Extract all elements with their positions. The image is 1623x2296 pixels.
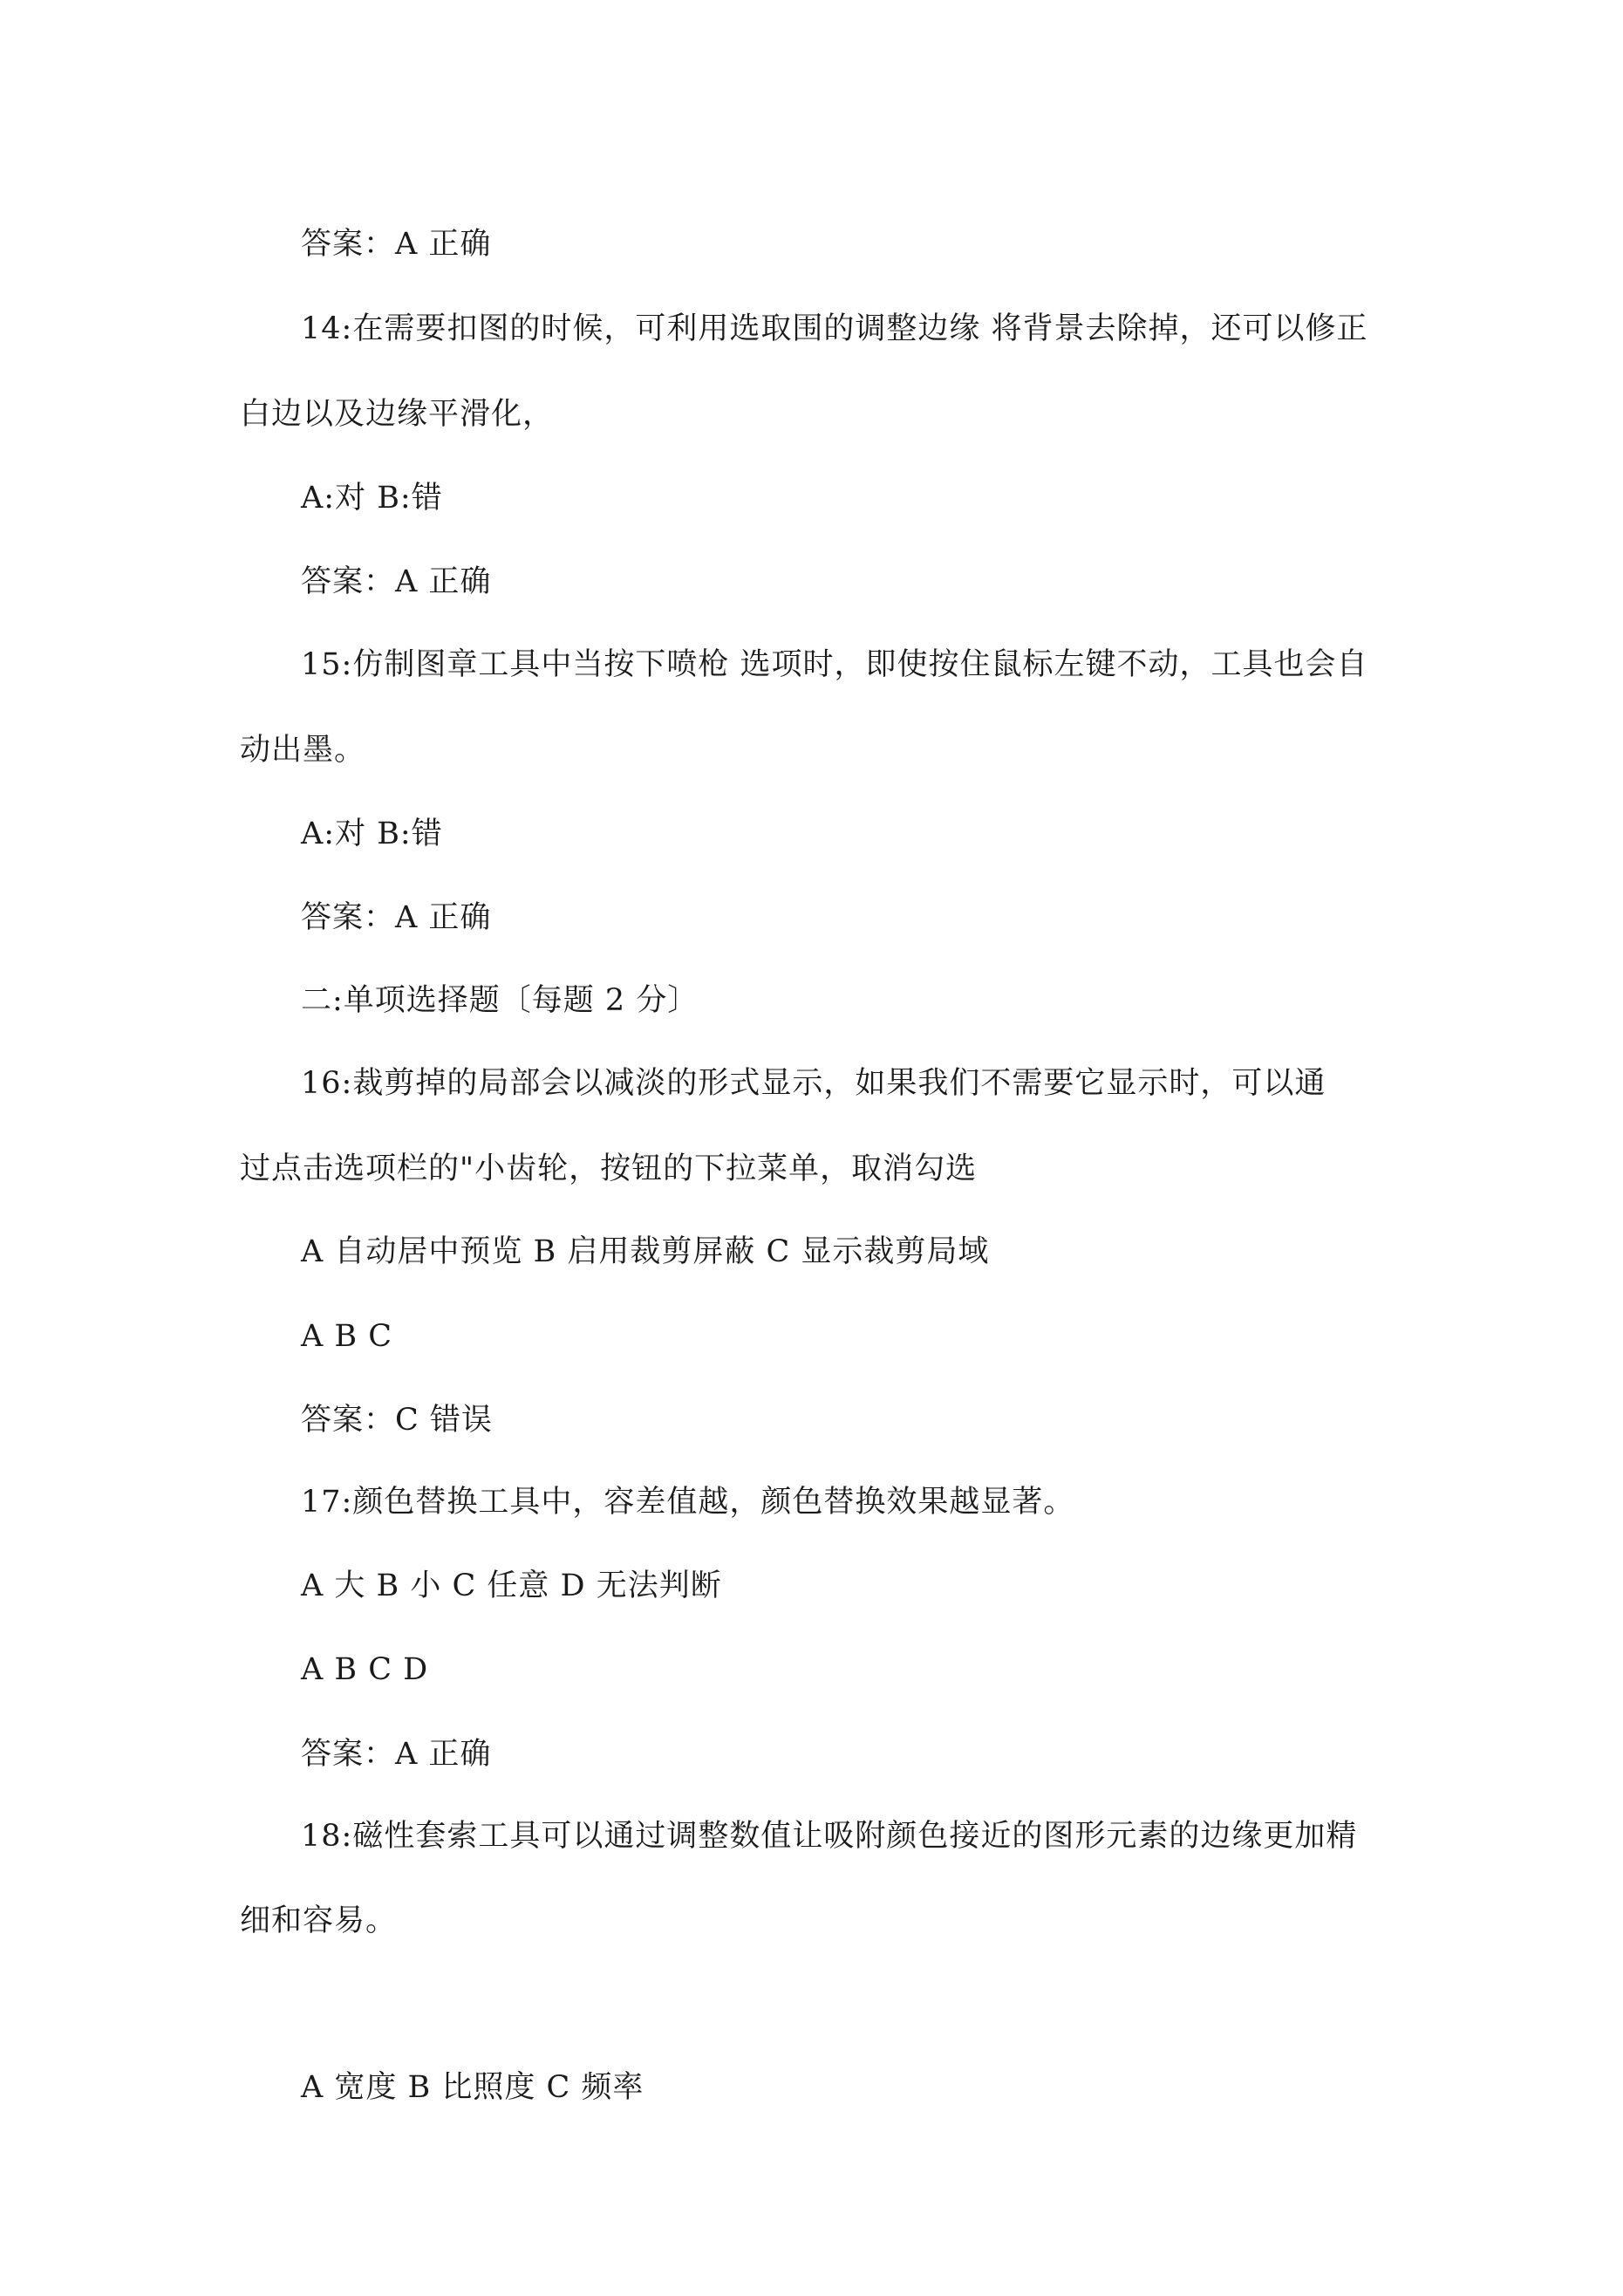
question-16-choice-letters: A B C: [301, 1319, 393, 1354]
question-17-options: A 大 B 小 C 任意 D 无法判断: [301, 1568, 722, 1603]
question-14-line-1: 14:在需要扣图的时候，可利用选取围的调整边缘 将背景去除掉，还可以修正: [301, 311, 1368, 346]
answer-15: 答案：A 正确: [301, 900, 492, 935]
answer-17: 答案：A 正确: [301, 1737, 492, 1772]
question-16-line-2: 过点击选项栏的"小齿轮，按钮的下拉菜单，取消勾选: [240, 1151, 978, 1186]
question-15-line-1: 15:仿制图章工具中当按下喷枪 选项时，即使按住鼠标左键不动，工具也会自: [301, 647, 1368, 682]
question-14-line-2: 白边以及边缘平滑化，: [240, 397, 555, 432]
question-15-options: A:对 B:错: [301, 817, 443, 851]
question-14-options: A:对 B:错: [301, 481, 443, 516]
answer-16: 答案：C 错误: [301, 1403, 493, 1438]
question-18-line-2: 细和容易。: [240, 1903, 398, 1938]
question-18-options: A 宽度 B 比照度 C 频率: [301, 2070, 644, 2105]
section-heading: 二:单项选择题〔每题 2 分〕: [301, 983, 699, 1018]
question-16-options: A 自动居中预览 B 启用裁剪屏蔽 C 显示裁剪局域: [301, 1234, 990, 1269]
question-16-line-1: 16:裁剪掉的局部会以减淡的形式显示，如果我们不需要它显示时，可以通: [301, 1066, 1326, 1101]
question-15-line-2: 动出墨。: [240, 733, 366, 768]
answer-14: 答案：A 正确: [301, 564, 492, 599]
question-17: 17:颜色替换工具中，容差值越，颜色替换效果越显著。: [301, 1485, 1075, 1520]
answer-13: 答案：A 正确: [301, 227, 492, 262]
question-17-choice-letters: A B C D: [301, 1652, 429, 1687]
question-18-line-1: 18:磁性套索工具可以通过调整数值让吸附颜色接近的图形元素的边缘更加精: [301, 1819, 1358, 1854]
